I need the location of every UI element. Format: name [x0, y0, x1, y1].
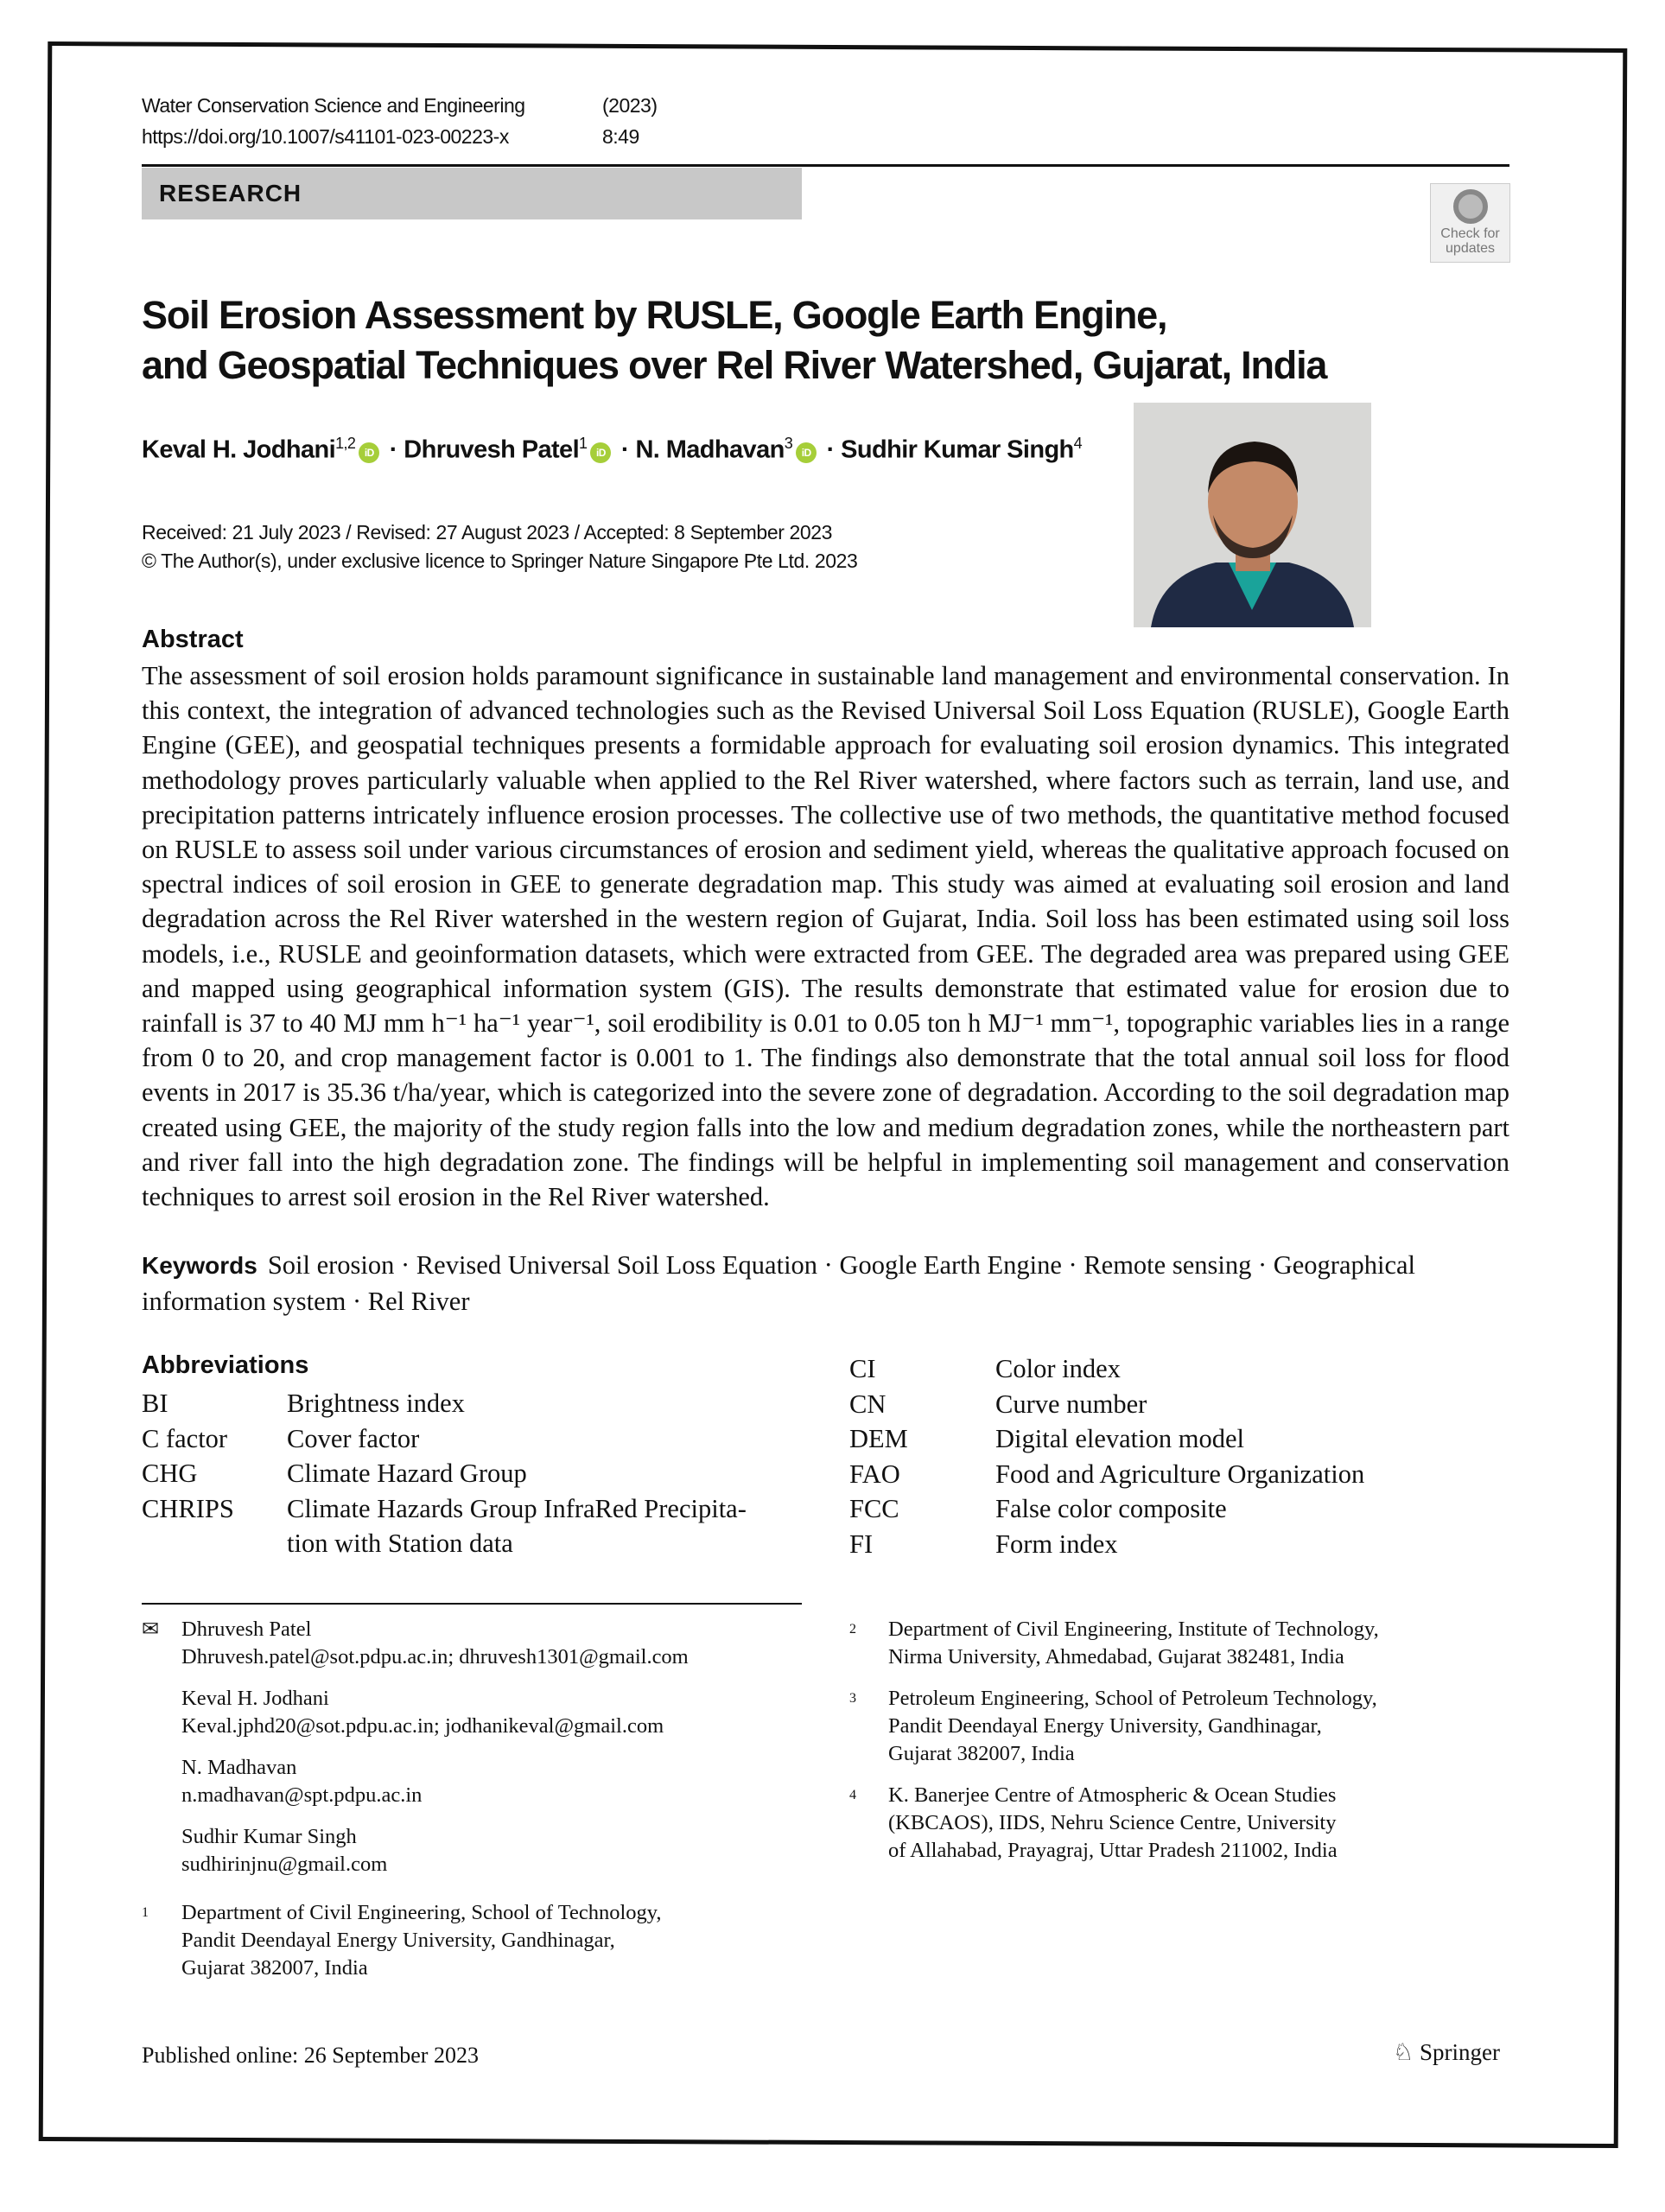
affiliation-line: Nirma University, Ahmedabad, Gujarat 382481, India: [888, 1645, 1344, 1669]
affiliation-number: 1: [142, 1905, 149, 1920]
abbr-row: [849, 1421, 1506, 1457]
abbr-value: Form index: [995, 1529, 1118, 1559]
author-list: [142, 435, 1082, 465]
abbr-key: FCC: [849, 1494, 899, 1523]
copyright: © The Author(s), under exclusive licence to Springer Nature Singapore Pte Ltd. 2023: [142, 550, 858, 572]
abbr-row: [142, 1456, 798, 1491]
abbr-key: CHRIPS: [142, 1493, 234, 1523]
keywords-text: Soil erosion · Revised Universal Soil Loss Equation · Google Earth Engine · Remote sensing · Geographical information system · Rel River: [142, 1250, 1416, 1316]
bookmark-icon: [1453, 189, 1488, 224]
title-line: Soil Erosion Assessment by RUSLE, Google Earth Engine,: [142, 293, 1167, 337]
published-date: Published online: 26 September 2023: [142, 2043, 479, 2068]
author-name[interactable]: Keval H. Jodhani: [142, 435, 336, 464]
publisher-logo: [1393, 2039, 1500, 2066]
publisher-name: Springer: [1419, 2039, 1500, 2065]
abbr-row: [142, 1526, 798, 1561]
contact-email[interactable]: Dhruvesh.patel@sot.pdpu.ac.in; dhruvesh1301@gmail.com: [181, 1645, 689, 1669]
abbr-key: DEM: [849, 1424, 908, 1453]
journal-header: [142, 90, 658, 152]
contact-name: Keval H. Jodhani: [181, 1687, 329, 1710]
abbr-value: tion with Station data: [287, 1529, 513, 1558]
abbr-value: Digital elevation model: [995, 1424, 1244, 1453]
orcid-icon[interactable]: iD: [796, 442, 817, 463]
affiliation-number: 2: [849, 1622, 856, 1637]
affiliation-line: Gujarat 382007, India: [181, 1956, 368, 1980]
affiliation-line: of Allahabad, Prayagraj, Uttar Pradesh 211002, India: [888, 1839, 1338, 1862]
keywords-label: Keywords: [142, 1252, 257, 1279]
abbr-value: False color composite: [995, 1494, 1227, 1523]
abbr-key: C factor: [142, 1423, 228, 1453]
abstract-heading: Abstract: [142, 626, 244, 653]
corresponding-contacts: [142, 1616, 798, 1996]
abbreviations-left: [142, 1386, 798, 1561]
abbr-key: FAO: [849, 1459, 900, 1489]
history-dates: Received: 21 July 2023 / Revised: 27 August 2023 / Accepted: 8 September 2023: [142, 521, 833, 543]
abbreviations-heading: Abbreviations: [142, 1351, 309, 1379]
affiliation-number: 4: [849, 1788, 856, 1802]
affiliation-line: Department of Civil Engineering, School of Technology,: [181, 1901, 662, 1924]
contact-name: Dhruvesh Patel: [181, 1618, 312, 1641]
contact-name: N. Madhavan: [181, 1756, 297, 1779]
contact-email[interactable]: n.madhavan@spt.pdpu.ac.in: [181, 1783, 423, 1807]
affiliation-line: Gujarat 382007, India: [888, 1742, 1075, 1765]
contact: [142, 1754, 798, 1809]
keywords: [142, 1248, 1509, 1319]
abbr-value: Cover factor: [287, 1423, 420, 1453]
abbr-value: Climate Hazards Group InfraRed Precipita-: [287, 1493, 747, 1523]
affiliation-number: 3: [849, 1691, 856, 1706]
orcid-icon[interactable]: iD: [359, 442, 379, 463]
envelope-icon: ✉: [142, 1618, 160, 1641]
separator: ·: [614, 435, 636, 464]
author-photo: [1134, 403, 1371, 627]
abbr-key: BI: [142, 1389, 168, 1418]
abbr-row: [142, 1491, 798, 1527]
abbr-row: [849, 1351, 1506, 1387]
author-name[interactable]: N. Madhavan: [635, 435, 785, 464]
author-sup: 4: [1073, 435, 1083, 452]
abstract-text: The assessment of soil erosion holds paramount significance in sustainable land management and environmental conservation. In this context, the integration of advanced technologies such as the Revised Universal Soil Loss Equation (RUSLE), Google Earth Engine (GEE), and geospatial techniques presents a formidable approach for evaluating soil erosion dynamics. This integrated methodology proves particularly valuable when applied to the Rel River watershed, where factors such as terrain, land use, and precipitation patterns intricately influence erosion processes. The collective use of two methods, the quantitative method focused on RUSLE to assess soil under various circumstances of erosion and sediment yield, whereas the qualitative approach focused on spectral indices of soil erosion in GEE to generate degradation map. This study was aimed at evaluating soil erosion and land degradation across the Rel River watershed in the western region of Gujarat, India. Soil loss has been estimated using soil loss models, i.e., RUSLE and geoinformation datasets, which were extracted from GEE. The degraded area was prepared using GEE and mapped using geographical information system (GIS). The results demonstrate that estimated value for erosion due to rainfall is 37 to 40 MJ mm h⁻¹ ha⁻¹ year⁻¹, soil erodibility is 0.01 to 0.05 ton h MJ⁻¹ mm⁻¹, topographic variables lies in a range from 0 to 20, and crop management factor is 0.001 to 1. The findings also demonstrate that the total annual soil loss for flood events in 2017 is 35.36 t/ha/year, which is categorized into the severe zone of degradation. According to the soil degradation map created using GEE, the majority of the study region falls into the low and medium degradation zones, while the northeastern part and river fall into the high degradation zone. The findings will be helpful in implementing soil management and conservation techniques to arrest soil erosion in the Rel River watershed.: [142, 661, 1509, 1212]
contact-email[interactable]: Keval.jphd20@sot.pdpu.ac.in; jodhanikeval@gmail.com: [181, 1714, 664, 1738]
abbr-row: [849, 1387, 1506, 1422]
abbr-value: Food and Agriculture Organization: [995, 1459, 1365, 1489]
contact-name: Sudhir Kumar Singh: [181, 1825, 357, 1848]
check-updates-text: Check for: [1440, 226, 1500, 241]
affiliation: [142, 1899, 798, 1982]
article-dates: [142, 518, 857, 575]
affiliation-line: Department of Civil Engineering, Institute of Technology,: [888, 1618, 1379, 1641]
abbr-key: CHG: [142, 1459, 198, 1488]
author-sup: 1,2: [335, 435, 356, 452]
abbreviations-right: [849, 1351, 1506, 1561]
separator: ·: [820, 435, 842, 464]
abbr-row: [849, 1527, 1506, 1562]
affiliation-line: Pandit Deendayal Energy University, Gandhinagar,: [181, 1929, 615, 1952]
check-for-updates-badge[interactable]: [1430, 183, 1510, 263]
doi-link[interactable]: https://doi.org/10.1007/s41101-023-00223-x: [142, 125, 509, 148]
author-sup: 3: [784, 435, 793, 452]
affiliation: [849, 1685, 1523, 1768]
author-sup: 1: [579, 435, 588, 452]
abbr-row: [142, 1386, 798, 1421]
footnote-rule: [142, 1603, 802, 1605]
abbr-value: Curve number: [995, 1389, 1147, 1419]
abbr-row: [142, 1421, 798, 1457]
abbr-key: CI: [849, 1354, 876, 1383]
contact: [142, 1685, 798, 1740]
abbr-value: Climate Hazard Group: [287, 1459, 527, 1488]
separator: ·: [383, 435, 404, 464]
abbr-key: CN: [849, 1389, 887, 1419]
affiliation: [849, 1782, 1523, 1865]
abbr-row: [849, 1457, 1506, 1492]
affiliation: [849, 1616, 1523, 1671]
journal-volume: (2023) 8:49: [602, 94, 658, 148]
contact: [142, 1616, 798, 1671]
abbr-value: Brightness index: [287, 1389, 465, 1418]
affiliations: [849, 1616, 1523, 1878]
section-label: RESEARCH: [142, 168, 802, 219]
springer-horse-icon: ♘: [1393, 2039, 1414, 2065]
abbr-row: [849, 1491, 1506, 1527]
header-rule: [142, 164, 1509, 167]
affiliation-line: Petroleum Engineering, School of Petroleum Technology,: [888, 1687, 1377, 1710]
affiliation-line: K. Banerjee Centre of Atmospheric & Ocean Studies: [888, 1783, 1337, 1807]
abbr-key: FI: [849, 1529, 874, 1559]
journal-name: Water Conservation Science and Engineering: [142, 94, 525, 117]
contact-email[interactable]: sudhirinjnu@gmail.com: [181, 1853, 388, 1876]
check-updates-text: updates: [1446, 241, 1495, 256]
abbr-value: Color index: [995, 1354, 1121, 1383]
affiliation-line: Pandit Deendayal Energy University, Gandhinagar,: [888, 1714, 1322, 1738]
orcid-icon[interactable]: iD: [590, 442, 611, 463]
paper-title: [142, 290, 1326, 391]
contact: [142, 1823, 798, 1878]
author-name[interactable]: Dhruvesh Patel: [404, 435, 580, 464]
author-name[interactable]: Sudhir Kumar Singh: [841, 435, 1074, 464]
affiliation-line: (KBCAOS), IIDS, Nehru Science Centre, University: [888, 1811, 1337, 1834]
title-line: and Geospatial Techniques over Rel River Watershed, Gujarat, India: [142, 343, 1327, 387]
